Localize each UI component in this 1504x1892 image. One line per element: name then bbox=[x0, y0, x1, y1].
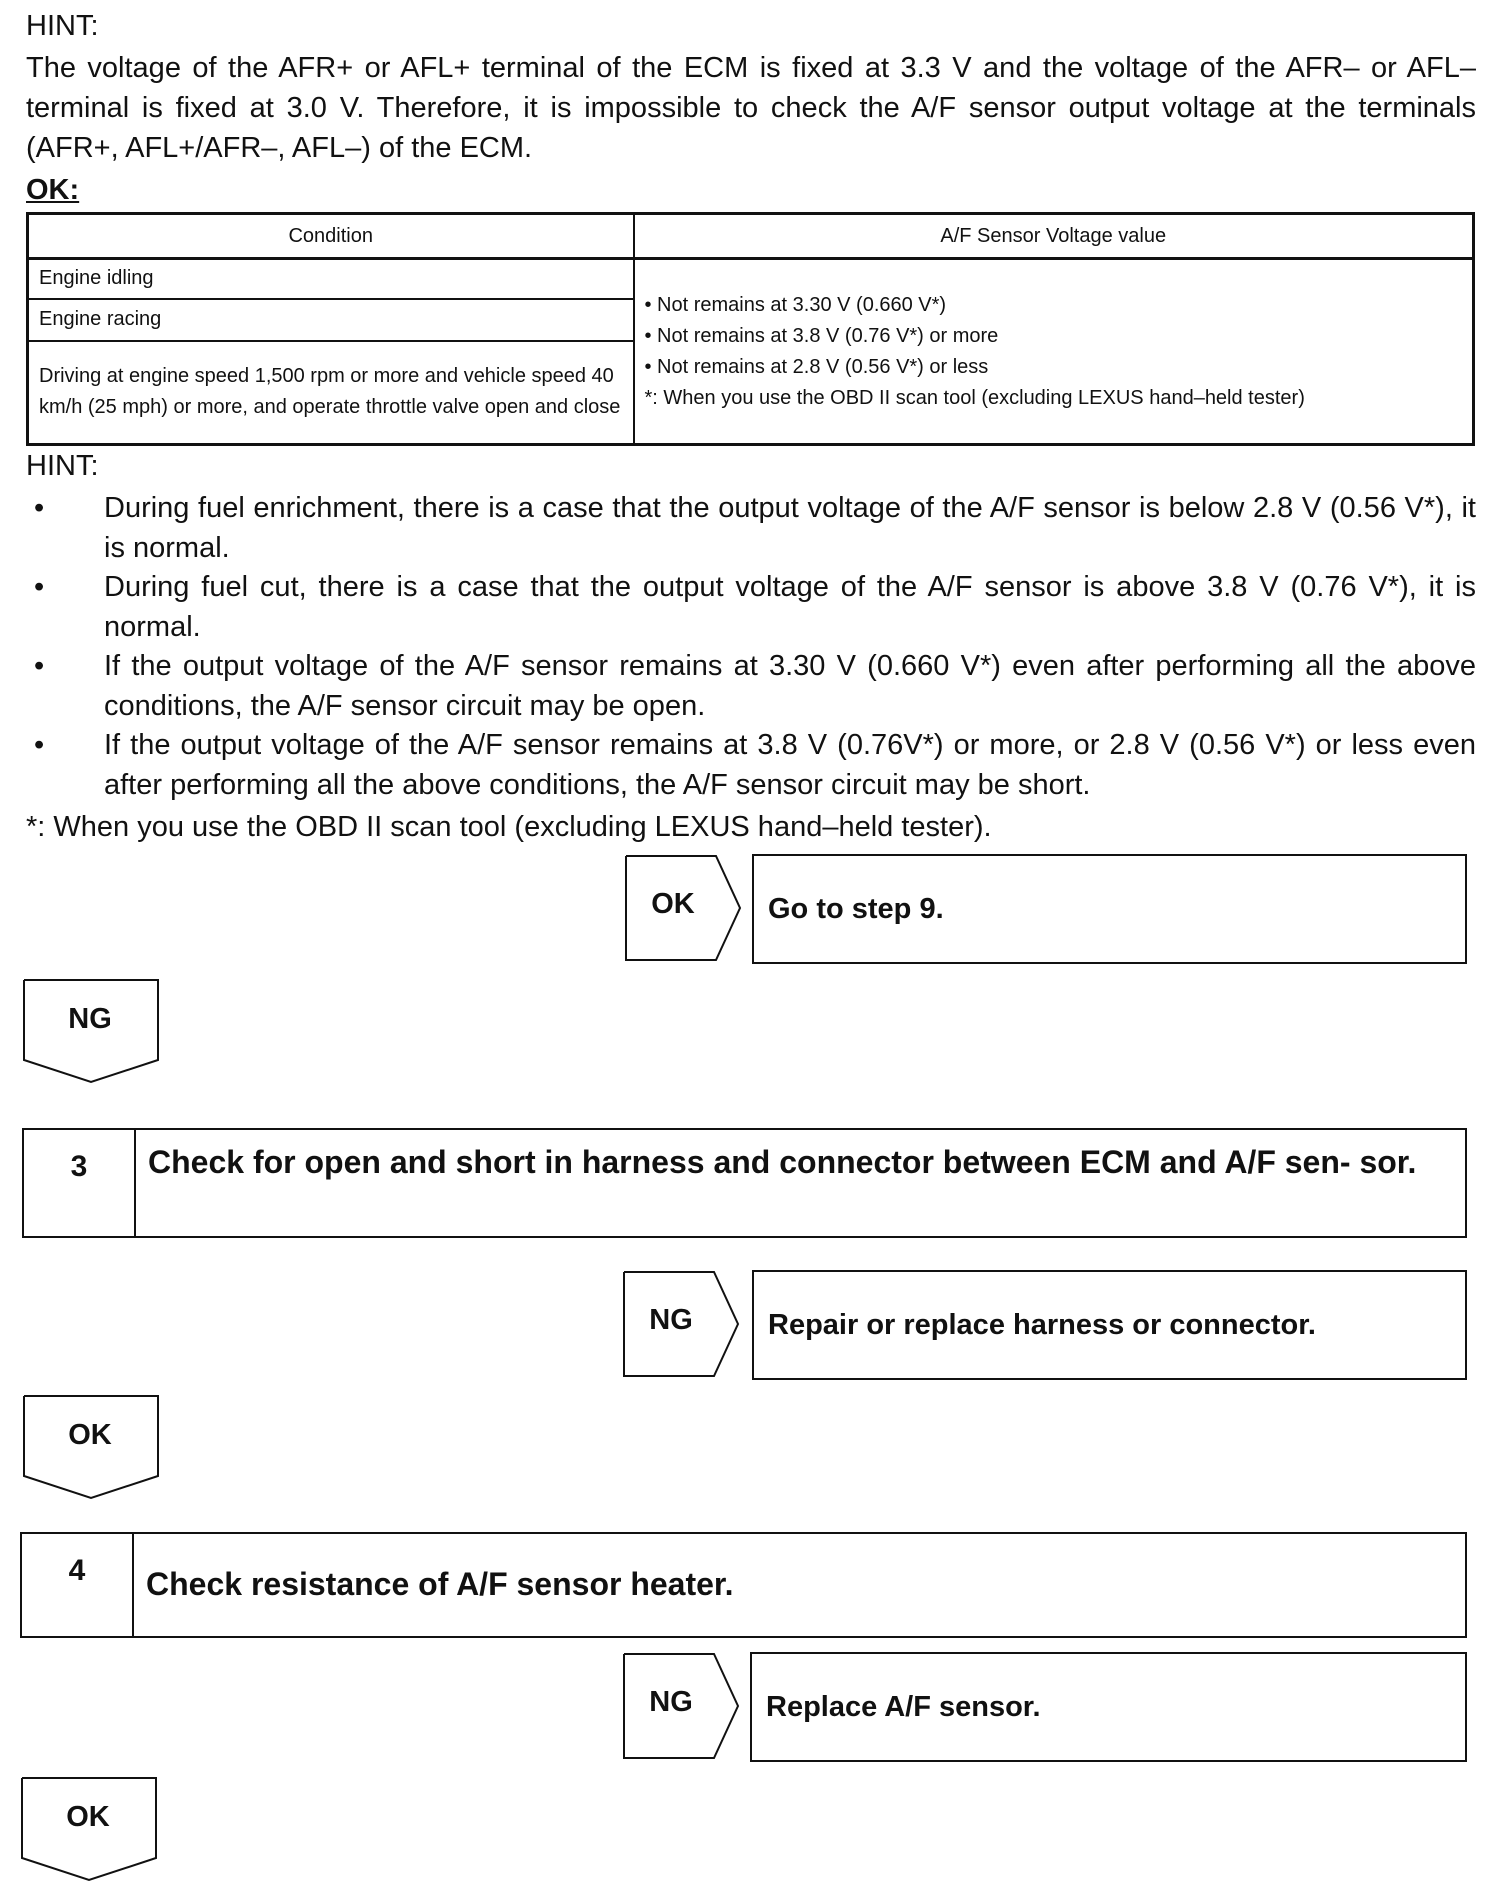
ok-label: OK: bbox=[26, 174, 80, 206]
hint-bullet-item bbox=[26, 567, 1476, 647]
hint-label: HINT: bbox=[26, 450, 99, 482]
branch-ng-label: NG bbox=[649, 1304, 693, 1336]
hint-bullet-item bbox=[26, 646, 1476, 726]
result-text: Repair or replace harness or connector. bbox=[768, 1308, 1316, 1341]
result-box-go-to-step-9 bbox=[752, 854, 1467, 964]
down-ok-label: OK bbox=[68, 1419, 112, 1451]
down-ng-label: NG bbox=[68, 1003, 112, 1035]
step-title: Check for open and short in harness and connector between ECM and A/F sen- sor. bbox=[148, 1144, 1417, 1180]
table-header-condition: Condition bbox=[28, 214, 634, 259]
hint-paragraph: The voltage of the AFR+ or AFL+ terminal of the ECM is fixed at 3.3 V and the voltage of the AFR– or AFL– terminal is fixed at 3.0 V. Therefore, it is impossible to check the A/F sensor output voltage at the terminals (AFR+, AFL+/AFR–, AFL–) of the ECM. bbox=[26, 52, 1476, 164]
table-cell-voltage-values bbox=[634, 259, 1474, 445]
down-ok-label: OK bbox=[66, 1801, 110, 1833]
voltage-condition-table bbox=[26, 212, 1475, 446]
hint-bullet-item bbox=[26, 725, 1476, 805]
bullet-icon: • bbox=[34, 729, 45, 761]
table-header-voltage: A/F Sensor Voltage value bbox=[634, 214, 1474, 259]
step-4-box bbox=[20, 1532, 1467, 1638]
bullet-icon: • bbox=[34, 492, 45, 524]
table-cell-condition: Engine racing bbox=[28, 299, 634, 341]
hint-bullet-text: During fuel enrichment, there is a case that the output voltage of the A/F sensor is below 2.8 V (0.56 V*), it is normal. bbox=[104, 492, 1476, 564]
result-box-replace-sensor bbox=[750, 1652, 1467, 1762]
step-3-box bbox=[22, 1128, 1467, 1238]
voltage-value-line: • Not remains at 3.8 V (0.76 V*) or more bbox=[644, 324, 999, 347]
step-title: Check resistance of A/F sensor heater. bbox=[146, 1566, 734, 1602]
table-cell-condition: Driving at engine speed 1,500 rpm or more and vehicle speed 40 km/h (25 mph) or more, and operate throttle valve open and close bbox=[28, 341, 634, 445]
voltage-value-line: • Not remains at 2.8 V (0.56 V*) or less bbox=[644, 355, 989, 378]
hint-bullet-text: During fuel cut, there is a case that the output voltage of the A/F sensor is above 3.8 V (0.76 V*), it is normal. bbox=[104, 571, 1476, 643]
voltage-value-line: • Not remains at 3.30 V (0.660 V*) bbox=[644, 293, 947, 316]
voltage-value-footnote: *: When you use the OBD II scan tool (excluding LEXUS hand–held tester) bbox=[644, 386, 1305, 409]
hint-bullet-text: If the output voltage of the A/F sensor remains at 3.30 V (0.660 V*) even after performing all the above conditions, the A/F sensor circuit may be open. bbox=[104, 650, 1476, 722]
hint-bullet-item bbox=[26, 488, 1476, 568]
bullet-icon: • bbox=[34, 650, 45, 682]
hint-bullet-text: If the output voltage of the A/F sensor remains at 3.8 V (0.76V*) or more, or 2.8 V (0.56 V*) or less even after performing all the above conditions, the A/F sensor circuit may be short. bbox=[104, 729, 1476, 801]
result-text: Go to step 9. bbox=[768, 892, 944, 925]
footnote: *: When you use the OBD II scan tool (excluding LEXUS hand–held tester). bbox=[26, 811, 992, 843]
hint-bullet-list bbox=[26, 488, 1476, 804]
branch-ng-label: NG bbox=[649, 1686, 693, 1718]
step-number: 4 bbox=[22, 1534, 134, 1636]
table-cell-condition: Engine idling bbox=[28, 259, 634, 299]
hint-label: HINT: bbox=[26, 10, 99, 42]
result-box-repair-harness bbox=[752, 1270, 1467, 1380]
branch-ok-label: OK bbox=[651, 888, 695, 920]
bullet-icon: • bbox=[34, 571, 45, 603]
result-text: Replace A/F sensor. bbox=[766, 1690, 1041, 1723]
step-number: 3 bbox=[24, 1130, 136, 1236]
